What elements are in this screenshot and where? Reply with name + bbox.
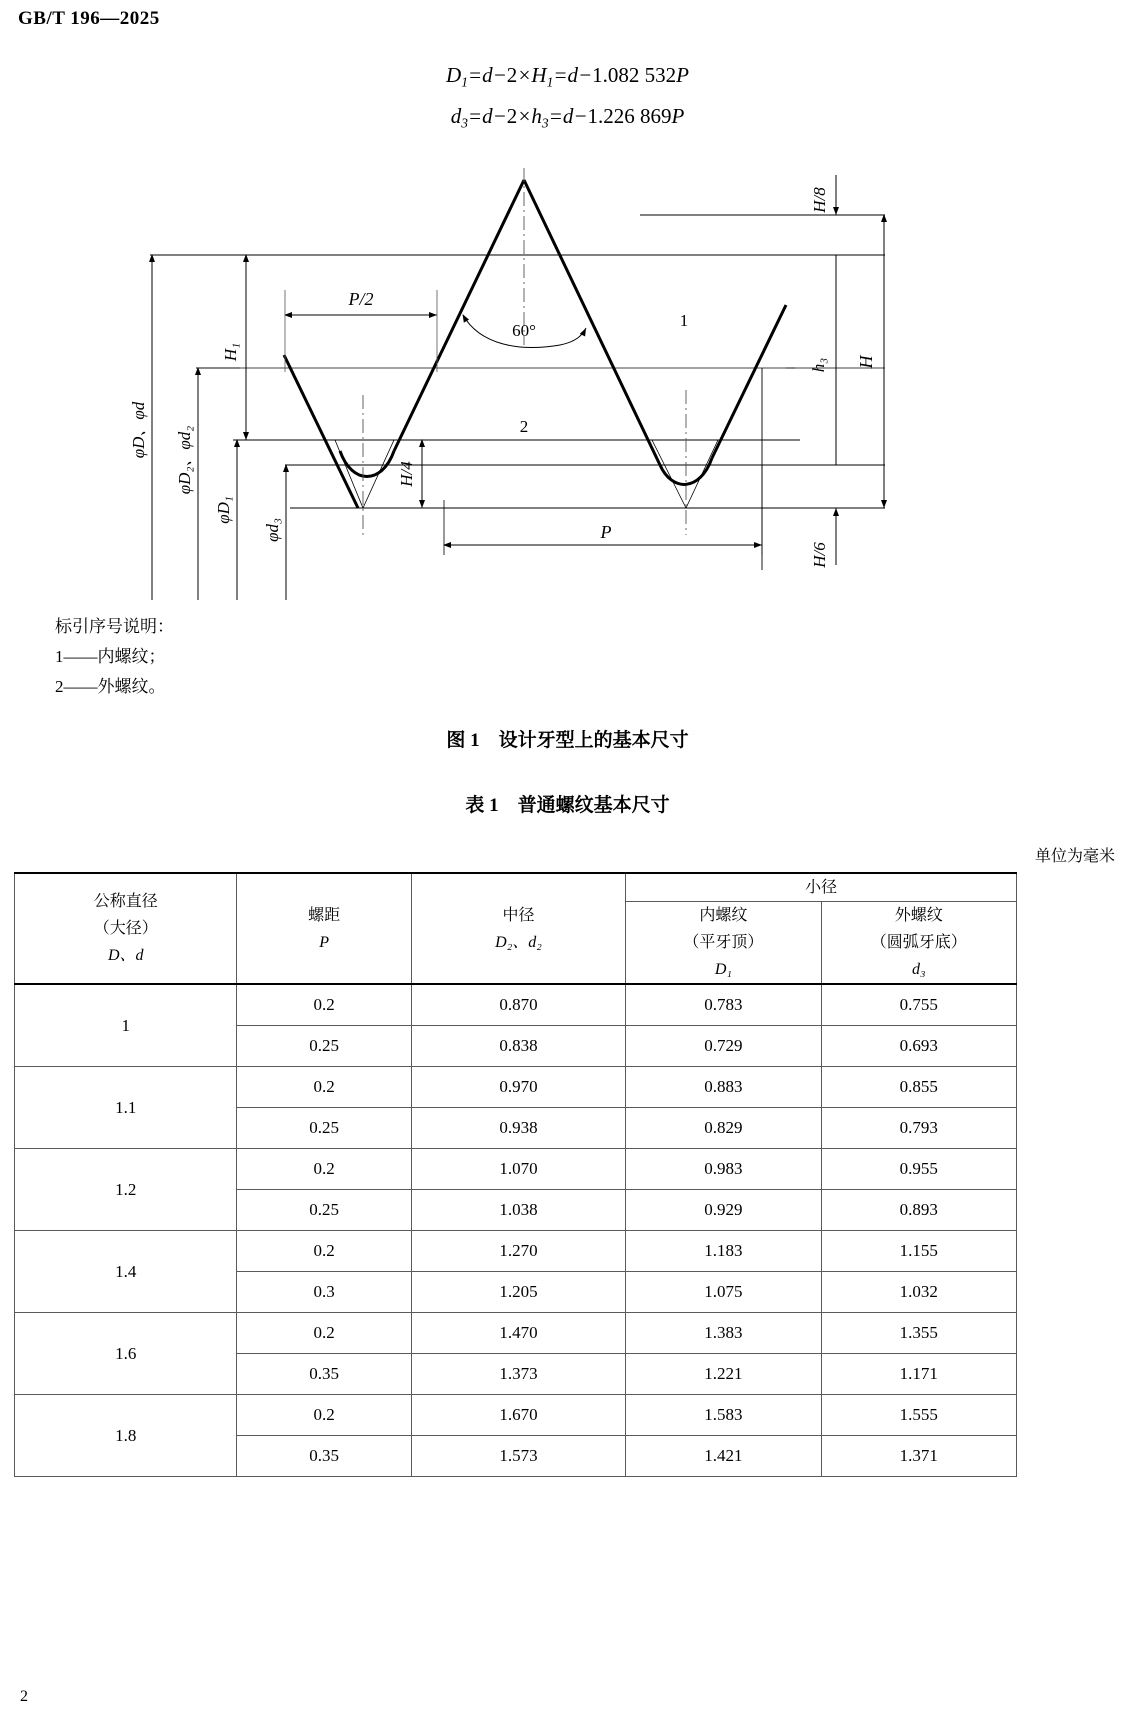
header-nominal-diameter bbox=[15, 873, 237, 984]
header-external-thread-line1: 外螺纹 bbox=[894, 907, 943, 924]
figure-label-h-over-4: H/4 bbox=[397, 461, 416, 487]
cell-external-minor-diameter: 1.371 bbox=[821, 1436, 1016, 1477]
table-row bbox=[15, 1313, 1017, 1354]
figure-label-h-over-6: H/6 bbox=[810, 542, 829, 568]
figure-label-h3: h₃ bbox=[809, 357, 828, 373]
header-internal-thread-line1: 内螺纹 bbox=[699, 907, 748, 924]
header-internal-thread bbox=[626, 902, 821, 985]
cell-pitch: 0.2 bbox=[237, 1395, 411, 1436]
header-minor-diameter-group bbox=[626, 873, 1017, 902]
header-pitch-diameter-line1: 中径 bbox=[502, 906, 535, 924]
figure-caption: 图 1 设计牙型上的基本尺寸 bbox=[446, 730, 689, 751]
table-row bbox=[15, 1149, 1017, 1190]
cell-internal-minor-diameter: 1.383 bbox=[626, 1313, 821, 1354]
cell-internal-minor-diameter: 0.983 bbox=[626, 1149, 821, 1190]
cell-pitch: 0.2 bbox=[237, 1149, 411, 1190]
header-nominal-diameter-line3: D、d bbox=[107, 947, 144, 964]
cell-external-minor-diameter: 0.855 bbox=[821, 1067, 1016, 1108]
legend-item-2: 2——外螺纹。 bbox=[55, 677, 166, 696]
header-pitch-line1: 螺距 bbox=[308, 906, 341, 924]
table-row bbox=[15, 1067, 1017, 1108]
standard-code-header: GB/T 196—2025 bbox=[18, 8, 160, 29]
cell-internal-minor-diameter: 0.829 bbox=[626, 1108, 821, 1149]
cell-pitch: 0.2 bbox=[237, 1067, 411, 1108]
cell-external-minor-diameter: 0.693 bbox=[821, 1026, 1016, 1067]
cell-pitch-diameter: 1.270 bbox=[411, 1231, 625, 1272]
header-pitch-diameter-line2: D₂、d₂ bbox=[495, 933, 542, 951]
cell-pitch-diameter: 1.373 bbox=[411, 1354, 625, 1395]
cell-pitch: 0.25 bbox=[237, 1108, 411, 1149]
table-caption: 表 1 普通螺纹基本尺寸 bbox=[465, 795, 670, 816]
cell-pitch: 0.35 bbox=[237, 1354, 411, 1395]
cell-pitch-diameter: 1.670 bbox=[411, 1395, 625, 1436]
cell-internal-minor-diameter: 1.075 bbox=[626, 1272, 821, 1313]
figure-label-p: P bbox=[600, 522, 612, 542]
header-pitch-line2: P bbox=[319, 933, 329, 951]
dimensions-table bbox=[14, 872, 1017, 1477]
header-pitch bbox=[237, 873, 411, 984]
cell-pitch: 0.2 bbox=[237, 1313, 411, 1354]
figure-callout-2: 2 bbox=[519, 417, 529, 436]
cell-nominal-diameter: 1.1 bbox=[15, 1067, 237, 1149]
cell-pitch-diameter: 1.070 bbox=[411, 1149, 625, 1190]
table-row bbox=[15, 984, 1017, 1026]
figure-label-phi-d3: φd₃ bbox=[263, 518, 282, 542]
cell-pitch: 0.25 bbox=[237, 1190, 411, 1231]
figure-label-H: H bbox=[856, 355, 876, 369]
formula-block bbox=[0, 58, 1135, 141]
cell-external-minor-diameter: 0.755 bbox=[821, 984, 1016, 1026]
cell-pitch-diameter: 1.038 bbox=[411, 1190, 625, 1231]
header-minor-diameter-group-label: 小径 bbox=[805, 879, 838, 896]
cell-pitch-diameter: 1.205 bbox=[411, 1272, 625, 1313]
formula-D1: $D_1=d-2\times H_1=d-1.082$ 532P bbox=[446, 63, 689, 90]
legend-item-1: 1——内螺纹； bbox=[55, 647, 166, 666]
cell-pitch: 0.2 bbox=[237, 1231, 411, 1272]
cell-external-minor-diameter: 1.355 bbox=[821, 1313, 1016, 1354]
formula-d3: $d_3=d-2\times h_3=d-1.226$ 869P bbox=[450, 104, 685, 131]
cell-pitch: 0.35 bbox=[237, 1436, 411, 1477]
header-external-thread-line3: d₃ bbox=[912, 961, 926, 978]
header-external-thread-line2: （圆弧牙底） bbox=[870, 934, 967, 951]
dimensions-table-wrapper bbox=[14, 872, 1017, 1477]
cell-internal-minor-diameter: 0.929 bbox=[626, 1190, 821, 1231]
cell-pitch-diameter: 0.970 bbox=[411, 1067, 625, 1108]
cell-external-minor-diameter: 0.893 bbox=[821, 1190, 1016, 1231]
figure-callout-1: 1 bbox=[679, 311, 689, 330]
header-nominal-diameter-line1: 公称直径 bbox=[93, 893, 158, 910]
cell-external-minor-diameter: 0.955 bbox=[821, 1149, 1016, 1190]
table-unit-note: 单位为毫米 bbox=[1034, 848, 1115, 865]
table-row bbox=[15, 1395, 1017, 1436]
cell-nominal-diameter: 1.2 bbox=[15, 1149, 237, 1231]
cell-pitch-diameter: 0.870 bbox=[411, 984, 625, 1026]
cell-external-minor-diameter: 1.155 bbox=[821, 1231, 1016, 1272]
cell-internal-minor-diameter: 1.221 bbox=[626, 1354, 821, 1395]
header-pitch-diameter bbox=[411, 873, 625, 984]
cell-external-minor-diameter: 1.555 bbox=[821, 1395, 1016, 1436]
header-internal-thread-line2: （平牙顶） bbox=[683, 934, 764, 951]
cell-nominal-diameter: 1.8 bbox=[15, 1395, 237, 1477]
header-nominal-diameter-line2: （大径） bbox=[93, 920, 158, 937]
figure-label-p-over-2: P/2 bbox=[348, 289, 374, 309]
cell-nominal-diameter: 1 bbox=[15, 984, 237, 1067]
cell-pitch-diameter: 1.573 bbox=[411, 1436, 625, 1477]
cell-nominal-diameter: 1.6 bbox=[15, 1313, 237, 1395]
thread-profile-figure bbox=[0, 140, 1135, 610]
cell-external-minor-diameter: 0.793 bbox=[821, 1108, 1016, 1149]
cell-pitch: 0.3 bbox=[237, 1272, 411, 1313]
cell-external-minor-diameter: 1.171 bbox=[821, 1354, 1016, 1395]
legend-title: 标引序号说明： bbox=[55, 617, 174, 636]
cell-pitch: 0.2 bbox=[237, 984, 411, 1026]
figure-legend bbox=[55, 612, 174, 702]
page-number: 2 bbox=[20, 1688, 28, 1705]
cell-external-minor-diameter: 1.032 bbox=[821, 1272, 1016, 1313]
cell-pitch: 0.25 bbox=[237, 1026, 411, 1067]
cell-pitch-diameter: 1.470 bbox=[411, 1313, 625, 1354]
cell-internal-minor-diameter: 1.421 bbox=[626, 1436, 821, 1477]
cell-pitch-diameter: 0.838 bbox=[411, 1026, 625, 1067]
table-row bbox=[15, 1231, 1017, 1272]
cell-internal-minor-diameter: 0.783 bbox=[626, 984, 821, 1026]
figure-label-H1: H₁ bbox=[221, 342, 240, 362]
header-internal-thread-line3: D₁ bbox=[714, 961, 732, 978]
figure-label-phi-D2-phi-d2: φD₂、φd₂ bbox=[175, 425, 194, 495]
figure-label-angle: 60° bbox=[512, 321, 536, 340]
dimensions-table-body bbox=[15, 984, 1017, 1477]
cell-nominal-diameter: 1.4 bbox=[15, 1231, 237, 1313]
figure-label-h-over-8: H/8 bbox=[810, 187, 829, 213]
cell-internal-minor-diameter: 0.883 bbox=[626, 1067, 821, 1108]
cell-pitch-diameter: 0.938 bbox=[411, 1108, 625, 1149]
cell-internal-minor-diameter: 0.729 bbox=[626, 1026, 821, 1067]
cell-internal-minor-diameter: 1.583 bbox=[626, 1395, 821, 1436]
header-external-thread bbox=[821, 902, 1016, 985]
figure-label-phi-D1: φD₁ bbox=[214, 496, 233, 524]
cell-internal-minor-diameter: 1.183 bbox=[626, 1231, 821, 1272]
figure-label-phi-D-phi-d: φD、φd bbox=[129, 401, 148, 459]
